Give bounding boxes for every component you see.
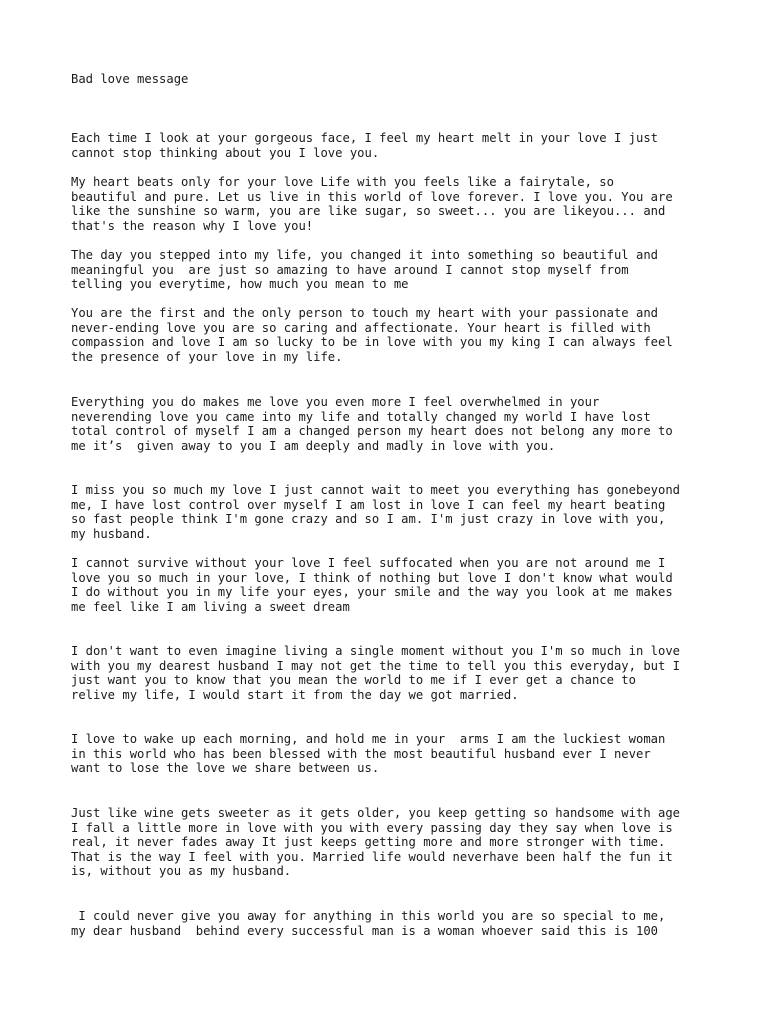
paragraph: Just like wine gets sweeter as it gets older, you keep getting so handsome with age I fall a little more in love with you with every passing day they say when love is real, it never fades away It just keeps getting more and more stronger with time. That is the way I feel with you. Married life would neverhave been half the fun it is, without you as my husband. (71, 806, 681, 879)
paragraph: Each time I look at your gorgeous face, I feel my heart melt in your love I just cannot stop thinking about you I love you. (71, 131, 658, 160)
paragraph: Everything you do makes me love you even more I feel overwhelmed in your neverending love you came into my life and totally changed my world I have lost total control of myself I am a changed person my heart does not belong any more to me it’s given away to you I am deeply and madly in love with you. (71, 395, 673, 453)
paragraph: The day you stepped into my life, you changed it into something so beautiful and meaningful you are just so amazing to have around I cannot stop myself from telling you everytime, how much you mean to me (71, 248, 658, 292)
paragraph: I cannot survive without your love I feel suffocated when you are not around me I love you so much in your love, I think of nothing but love I don't know what would I do without you in my life your eyes, your smile and the way you look at me makes me feel like I am living a sweet dream (71, 556, 673, 614)
paragraph: I could never give you away for anything in this world you are so special to me, my dear husband behind every successful man is a woman whoever said this is 100 (71, 909, 666, 938)
paragraph: You are the first and the only person to touch my heart with your passionate and never-ending love you are so caring and affectionate. Your heart is filled with compassion and love I am so lucky to be in love with you my king I can always feel the presence of your love in my life. (71, 306, 673, 364)
paragraph: I don't want to even imagine living a single moment without you I'm so much in love with you my dearest husband I may not get the time to tell you this everyday, but I just want you to know that you mean the world to me if I ever get a chance to relive my life, I would start it from the day we got married. (71, 644, 681, 702)
paragraph: I miss you so much my love I just cannot wait to meet you everything has gonebeyond me, I have lost control over myself I am lost in love I can feel my heart beating so fast people think I'm gone crazy and so I am. I'm just crazy in love with you, my husband. (71, 483, 681, 541)
document-title: Bad love message (71, 72, 189, 86)
paragraph: My heart beats only for your love Life with you feels like a fairytale, so beautiful and pure. Let us live in this world of love forever. I love you. You are like the sunshine so warm, you are like sugar, so sweet... you are likeyou... and that's the reason why I love you! (71, 175, 673, 233)
paragraph: I love to wake up each morning, and hold me in your arms I am the luckiest woman in this world who has been blessed with the most beautiful husband ever I never want to lose the love we share between us. (71, 732, 666, 776)
